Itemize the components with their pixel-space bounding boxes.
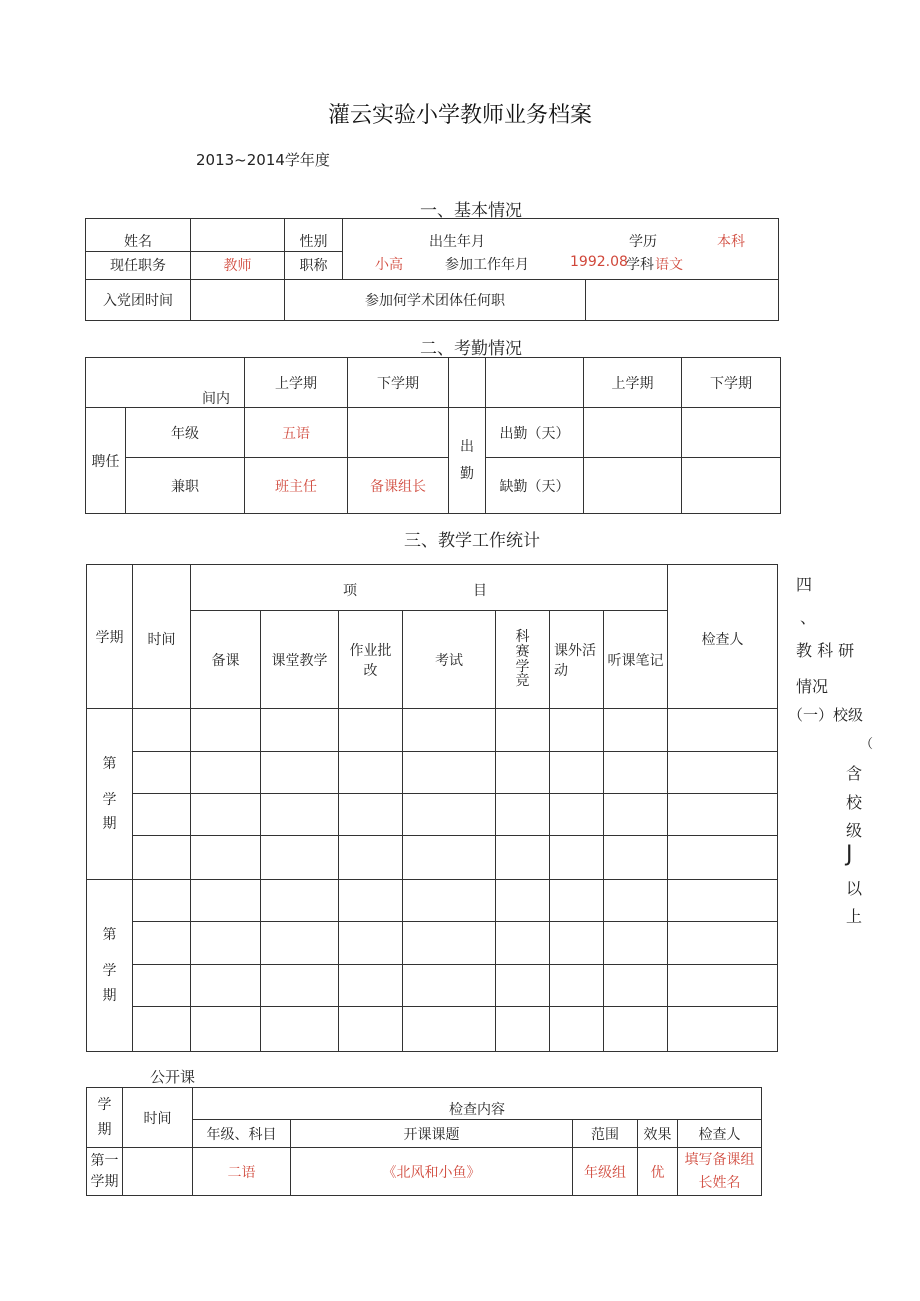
parttime-second: 备课组长 — [348, 458, 449, 514]
grid-cell[interactable] — [191, 709, 261, 752]
side-char-12: 上 — [846, 907, 863, 926]
grid-cell[interactable] — [403, 880, 496, 922]
grid-cell[interactable] — [550, 752, 604, 794]
grid-cell[interactable] — [261, 965, 339, 1007]
grid-cell[interactable] — [133, 794, 191, 836]
grid-cell[interactable] — [339, 1007, 403, 1052]
grid-cell[interactable] — [191, 880, 261, 922]
grid-cell[interactable] — [668, 709, 778, 752]
row-scope: 年级组 — [573, 1148, 638, 1196]
attend-label — [449, 408, 486, 514]
work-value: 1992.08 — [570, 254, 628, 270]
grid-cell[interactable] — [403, 709, 496, 752]
grid-cell[interactable] — [550, 836, 604, 880]
inner-label: 间内 — [202, 391, 230, 407]
work-label: 参加工作年月 — [445, 257, 529, 273]
item-header — [191, 565, 668, 611]
grid-cell[interactable] — [133, 965, 191, 1007]
term-second-2: 学 — [102, 963, 117, 980]
absent-second[interactable] — [682, 458, 781, 514]
side-char-8: 校 — [846, 793, 863, 812]
grid-cell[interactable] — [668, 1007, 778, 1052]
grid-cell[interactable] — [496, 752, 550, 794]
grid-cell[interactable] — [604, 880, 668, 922]
grid-cell[interactable] — [496, 794, 550, 836]
side-char-9: 级 — [846, 821, 863, 840]
grid-cell[interactable] — [261, 922, 339, 965]
subject-value: 语文 — [655, 257, 683, 273]
blank-header — [449, 358, 486, 408]
time-header: 时间 — [133, 565, 191, 709]
grid-cell[interactable] — [668, 794, 778, 836]
teaching-stats-table — [86, 564, 778, 1052]
page-title: 灌云实验小学教师业务档案 — [327, 103, 592, 128]
assoc-label: 参加何学术团体任何职 — [285, 280, 586, 321]
col-exam: 考试 — [403, 611, 496, 709]
name-label: 姓名 — [86, 219, 191, 252]
grid-cell[interactable] — [403, 836, 496, 880]
item-label-1: 项 — [343, 583, 357, 599]
col-prep: 备课 — [191, 611, 261, 709]
parttime-first: 班主任 — [245, 458, 348, 514]
title-label: 职称 — [285, 251, 343, 280]
grid-cell[interactable] — [191, 794, 261, 836]
grid-cell[interactable] — [550, 709, 604, 752]
side-char-1: 四 — [796, 575, 813, 594]
content-label: 检查内容 — [193, 1088, 762, 1120]
grid-cell[interactable] — [133, 880, 191, 922]
open-class-heading: 公开课 — [150, 1068, 196, 1086]
grid-cell[interactable] — [191, 1007, 261, 1052]
side-char-5: （一）校级 — [788, 706, 864, 724]
attendance-table — [85, 357, 781, 514]
grade-label: 年级 — [126, 408, 245, 458]
subject-label: 学科 — [626, 257, 654, 273]
school-year: 2013~2014学年度 — [196, 151, 330, 169]
col-activity: 课外活动 — [550, 611, 604, 709]
present-label: 出勤（天） — [486, 408, 584, 458]
section1-heading: 一、基本情况 — [420, 201, 522, 221]
grid-cell[interactable] — [496, 922, 550, 965]
position-label: 现任职务 — [86, 251, 191, 280]
assoc-value[interactable] — [586, 280, 779, 321]
grid-cell[interactable] — [133, 752, 191, 794]
grid-cell[interactable] — [668, 836, 778, 880]
term-first-2: 学 — [102, 791, 117, 808]
grid-cell[interactable] — [339, 965, 403, 1007]
side-char-11: 以 — [846, 879, 863, 898]
grid-cell[interactable] — [403, 1007, 496, 1052]
col-class: 课堂教学 — [261, 611, 339, 709]
checker-header: 检查人 — [668, 565, 778, 709]
grid-cell[interactable] — [550, 794, 604, 836]
grid-cell[interactable] — [668, 965, 778, 1007]
term-second-1: 第 — [102, 927, 117, 944]
party-value[interactable] — [191, 280, 285, 321]
col-competition: 科赛学竞 — [496, 611, 550, 709]
name-value[interactable] — [191, 219, 285, 252]
grid-cell[interactable] — [604, 922, 668, 965]
grid-cell[interactable] — [261, 880, 339, 922]
header-checker: 检查人 — [678, 1120, 762, 1148]
header-topic: 开课课题 — [291, 1120, 573, 1148]
first-term-header-2: 上学期 — [584, 358, 682, 408]
grid-cell[interactable] — [339, 880, 403, 922]
side-char-2: 、 — [800, 608, 817, 627]
grid-cell[interactable] — [496, 965, 550, 1007]
side-char-6: （ — [860, 737, 874, 752]
grid-cell[interactable] — [604, 965, 668, 1007]
corner-cell — [86, 358, 245, 408]
title-value: 小高 — [375, 257, 403, 273]
grid-cell[interactable] — [133, 709, 191, 752]
basic-info-table — [85, 218, 779, 321]
grid-cell[interactable] — [261, 836, 339, 880]
section3-heading: 三、教学工作统计 — [404, 531, 540, 551]
grid-cell[interactable] — [339, 836, 403, 880]
grid-cell[interactable] — [550, 965, 604, 1007]
grid-cell[interactable] — [339, 922, 403, 965]
gender-label: 性别 — [285, 219, 343, 252]
absent-label: 缺勤（天） — [486, 458, 584, 514]
item-label-2: 目 — [473, 583, 487, 599]
grid-cell[interactable] — [550, 922, 604, 965]
grid-cell[interactable] — [604, 794, 668, 836]
grid-cell[interactable] — [604, 1007, 668, 1052]
grid-cell[interactable] — [191, 836, 261, 880]
grade-value: 五语 — [245, 408, 348, 458]
term-first-3: 期 — [102, 816, 117, 833]
grid-cell[interactable] — [191, 965, 261, 1007]
grid-cell[interactable] — [604, 709, 668, 752]
row-time[interactable] — [123, 1148, 193, 1196]
grid-cell[interactable] — [191, 752, 261, 794]
birth-edu-cell — [343, 219, 779, 252]
term-label-1: 学 — [97, 1097, 112, 1114]
header-scope: 范围 — [573, 1120, 638, 1148]
grid-cell[interactable] — [133, 1007, 191, 1052]
grid-cell[interactable] — [133, 922, 191, 965]
grid-cell[interactable] — [133, 836, 191, 880]
term-first — [87, 709, 133, 880]
birth-label: 出生年月 — [429, 234, 485, 250]
second-term-header: 下学期 — [348, 358, 449, 408]
side-char-7: 含 — [846, 764, 863, 783]
open-class-table — [86, 1087, 762, 1196]
grid-cell[interactable] — [403, 794, 496, 836]
side-char-10: J — [846, 842, 853, 867]
grade-second[interactable] — [348, 408, 449, 458]
col-homework: 作业批改 — [339, 611, 403, 709]
first-term-header: 上学期 — [245, 358, 348, 408]
col-notes: 听课笔记 — [604, 611, 668, 709]
absent-first[interactable] — [584, 458, 682, 514]
grid-cell[interactable] — [496, 1007, 550, 1052]
section2-heading: 二、考勤情况 — [420, 339, 522, 359]
grid-cell[interactable] — [403, 922, 496, 965]
term-first-1: 第 — [102, 755, 117, 772]
attend-label-1: 出 — [460, 439, 474, 456]
row-term: 第一学期 — [87, 1148, 123, 1196]
grid-cell[interactable] — [668, 752, 778, 794]
edu-label: 学历 — [629, 234, 657, 250]
row-grade-subject: 二语 — [193, 1148, 291, 1196]
term-second — [87, 880, 133, 1052]
grid-cell[interactable] — [403, 752, 496, 794]
grid-cell[interactable] — [403, 965, 496, 1007]
term-header: 学期 — [87, 565, 133, 709]
row-checker: 填写备课组长姓名 — [678, 1148, 762, 1196]
edu-value: 本科 — [717, 234, 745, 250]
position-value: 教师 — [191, 251, 285, 280]
grid-cell[interactable] — [261, 1007, 339, 1052]
term-label-2: 期 — [97, 1121, 112, 1138]
attend-label-2: 勤 — [460, 465, 474, 482]
header-effect: 效果 — [638, 1120, 678, 1148]
grid-cell[interactable] — [604, 752, 668, 794]
present-first[interactable] — [584, 408, 682, 458]
party-label: 入党团时间 — [86, 280, 191, 321]
grid-cell[interactable] — [496, 880, 550, 922]
appoint-label: 聘任 — [86, 408, 126, 514]
row-topic: 《北风和小鱼》 — [291, 1148, 573, 1196]
grid-cell[interactable] — [261, 752, 339, 794]
grid-cell[interactable] — [550, 1007, 604, 1052]
grid-cell[interactable] — [339, 709, 403, 752]
grid-cell[interactable] — [191, 922, 261, 965]
grid-cell[interactable] — [550, 880, 604, 922]
grid-cell[interactable] — [261, 794, 339, 836]
grid-cell[interactable] — [496, 836, 550, 880]
present-second[interactable] — [682, 408, 781, 458]
row-effect: 优 — [638, 1148, 678, 1196]
grid-cell[interactable] — [604, 836, 668, 880]
blank-header-2 — [486, 358, 584, 408]
title-work-cell — [343, 251, 779, 280]
term-second-3: 期 — [102, 987, 117, 1004]
side-char-3: 教 科 研 — [796, 641, 855, 660]
time-label: 时间 — [123, 1088, 193, 1148]
grid-cell[interactable] — [668, 880, 778, 922]
grid-cell[interactable] — [668, 922, 778, 965]
second-term-header-2: 下学期 — [682, 358, 781, 408]
header-grade-subject: 年级、科目 — [193, 1120, 291, 1148]
parttime-label: 兼职 — [126, 458, 245, 514]
grid-cell[interactable] — [339, 752, 403, 794]
grid-cell[interactable] — [261, 709, 339, 752]
side-char-4: 情况 — [796, 677, 829, 696]
grid-cell[interactable] — [339, 794, 403, 836]
term-label — [87, 1088, 123, 1148]
grid-cell[interactable] — [496, 709, 550, 752]
